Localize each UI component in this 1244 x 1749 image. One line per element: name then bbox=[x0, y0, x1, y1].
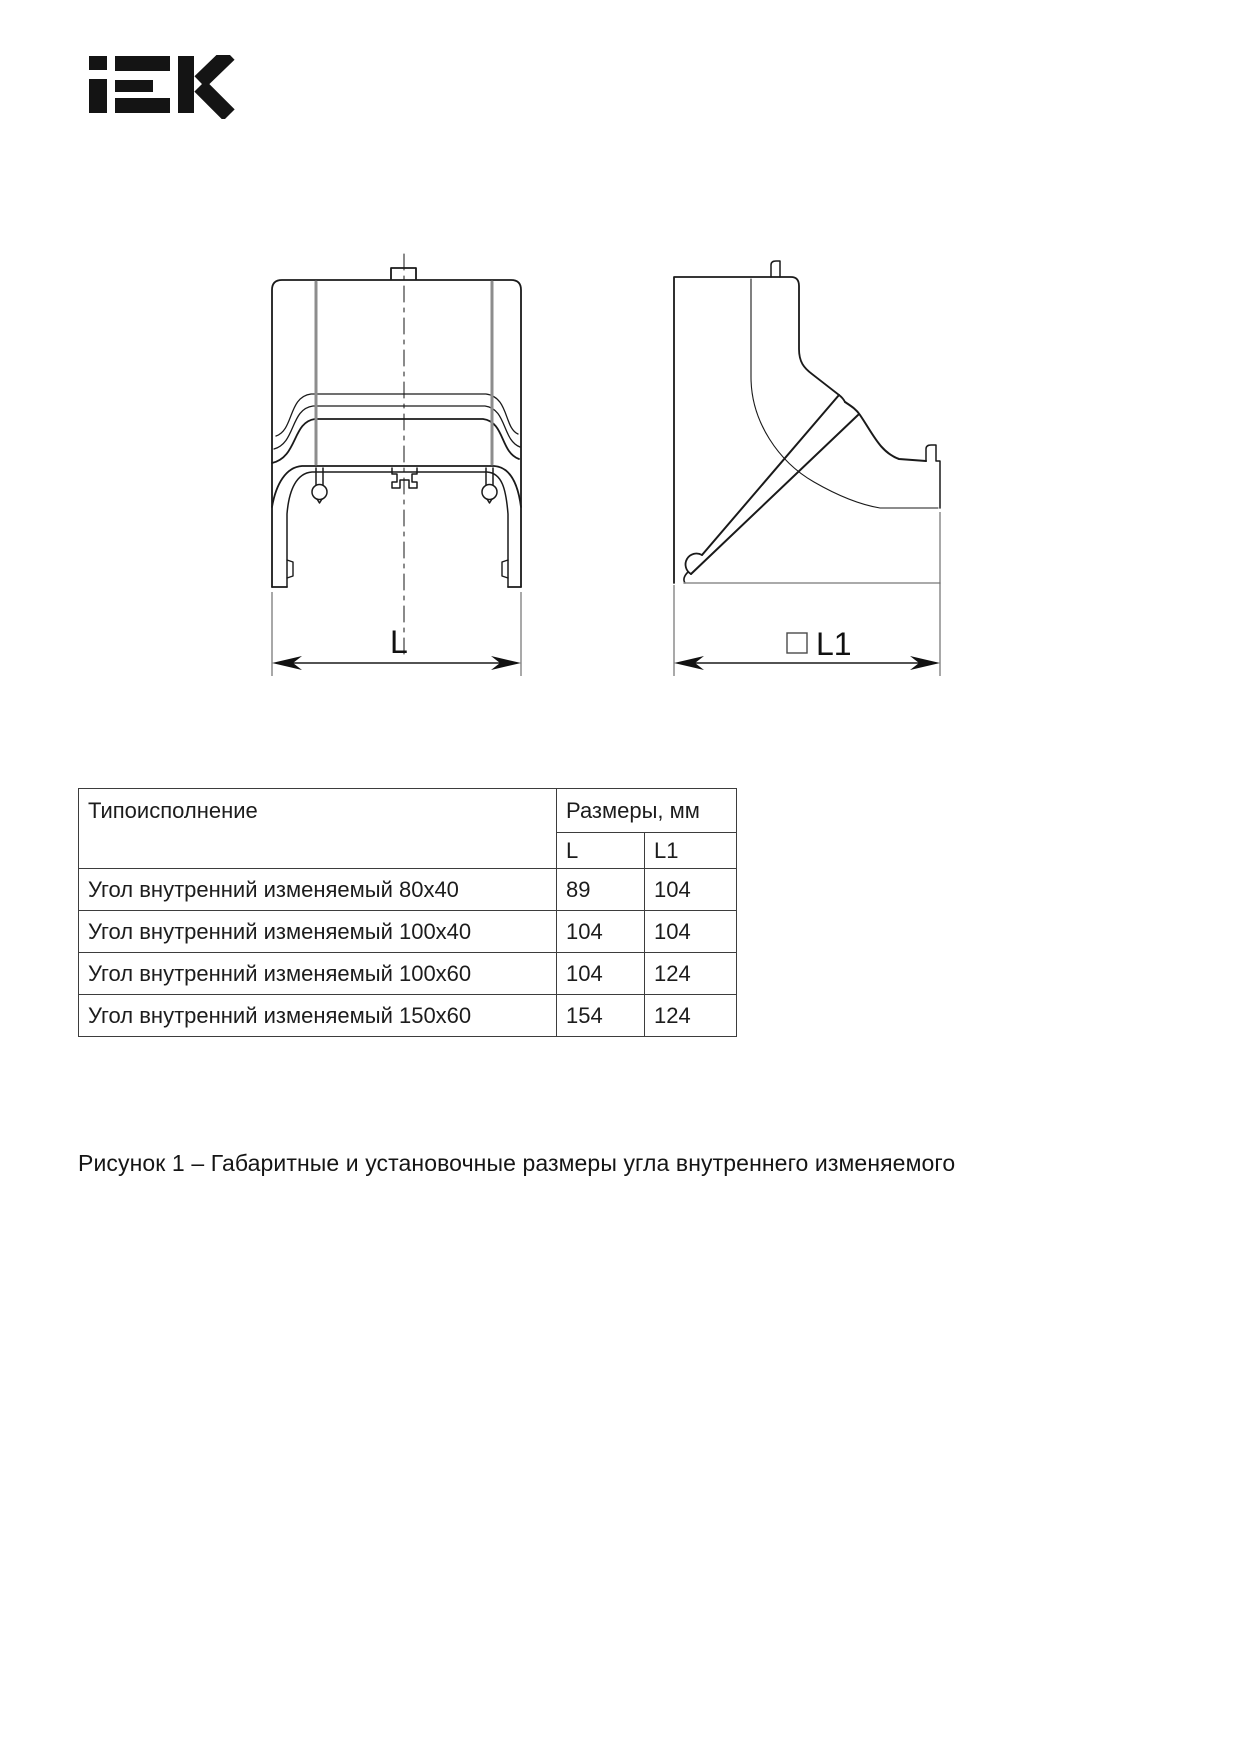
logo-k-upper-diagonal bbox=[200, 55, 229, 82]
cell-l: 154 bbox=[557, 995, 645, 1037]
logo-k-bar bbox=[178, 56, 194, 113]
col-header-l1: L1 bbox=[645, 833, 737, 869]
front-pin-left bbox=[312, 468, 327, 503]
cell-l1: 124 bbox=[645, 953, 737, 995]
side-foot-beak bbox=[684, 572, 688, 583]
front-outer-outline bbox=[272, 280, 521, 587]
side-wall-outline bbox=[674, 277, 839, 583]
cell-type: Угол внутренний изменяемый 100х60 bbox=[79, 953, 557, 995]
col-header-l: L bbox=[557, 833, 645, 869]
table-row bbox=[79, 953, 737, 995]
cell-type: Угол внутренний изменяемый 100х40 bbox=[79, 911, 557, 953]
side-view bbox=[674, 261, 940, 583]
front-foot-notch-right bbox=[502, 560, 508, 578]
dim-l1-label: L1 bbox=[816, 626, 852, 662]
figure-caption: Рисунок 1 – Габаритные и установочные размеры угла внутреннего изменяемого bbox=[78, 1150, 956, 1176]
side-arm-upper-edge bbox=[702, 395, 839, 555]
side-trunk-upper-edge bbox=[845, 402, 926, 461]
table-row bbox=[79, 995, 737, 1037]
table-row bbox=[79, 911, 737, 953]
cell-l1: 104 bbox=[645, 869, 737, 911]
cell-l1: 124 bbox=[645, 995, 737, 1037]
side-top-tab bbox=[771, 261, 780, 277]
side-inner-arc bbox=[751, 279, 938, 508]
dimension-l1 bbox=[674, 512, 940, 676]
table-row bbox=[79, 869, 737, 911]
col-header-type: Типоисполнение bbox=[79, 789, 557, 869]
cell-l1: 104 bbox=[645, 911, 737, 953]
logo-e-top bbox=[115, 56, 170, 71]
side-joint-step bbox=[839, 395, 845, 402]
dimension-drawing bbox=[200, 225, 1000, 695]
logo-i-bar bbox=[89, 79, 107, 113]
dim-l-label: L bbox=[390, 624, 408, 660]
front-inner-arch bbox=[287, 472, 508, 587]
side-trunk-end-tab bbox=[926, 445, 940, 508]
cell-type: Угол внутренний изменяемый 80х40 bbox=[79, 869, 557, 911]
logo-k-lower-diagonal bbox=[200, 86, 229, 115]
cell-l: 104 bbox=[557, 953, 645, 995]
dimensions-table bbox=[78, 788, 737, 1037]
col-header-sizes-group: Размеры, мм bbox=[557, 789, 737, 833]
front-foot-notch-left bbox=[287, 560, 293, 578]
side-arm-lower-edge bbox=[691, 415, 858, 574]
iek-logo bbox=[88, 55, 238, 119]
cell-l: 104 bbox=[557, 911, 645, 953]
front-wave-curves bbox=[272, 394, 520, 463]
front-view bbox=[272, 254, 521, 658]
logo-e-bottom bbox=[115, 98, 170, 113]
square-section-symbol-icon bbox=[787, 633, 807, 653]
front-pin-right bbox=[482, 468, 497, 503]
logo-e-mid bbox=[115, 80, 153, 92]
cell-type: Угол внутренний изменяемый 150х60 bbox=[79, 995, 557, 1037]
cell-l: 89 bbox=[557, 869, 645, 911]
dimension-l bbox=[272, 592, 521, 676]
logo-i-dot bbox=[89, 56, 107, 70]
